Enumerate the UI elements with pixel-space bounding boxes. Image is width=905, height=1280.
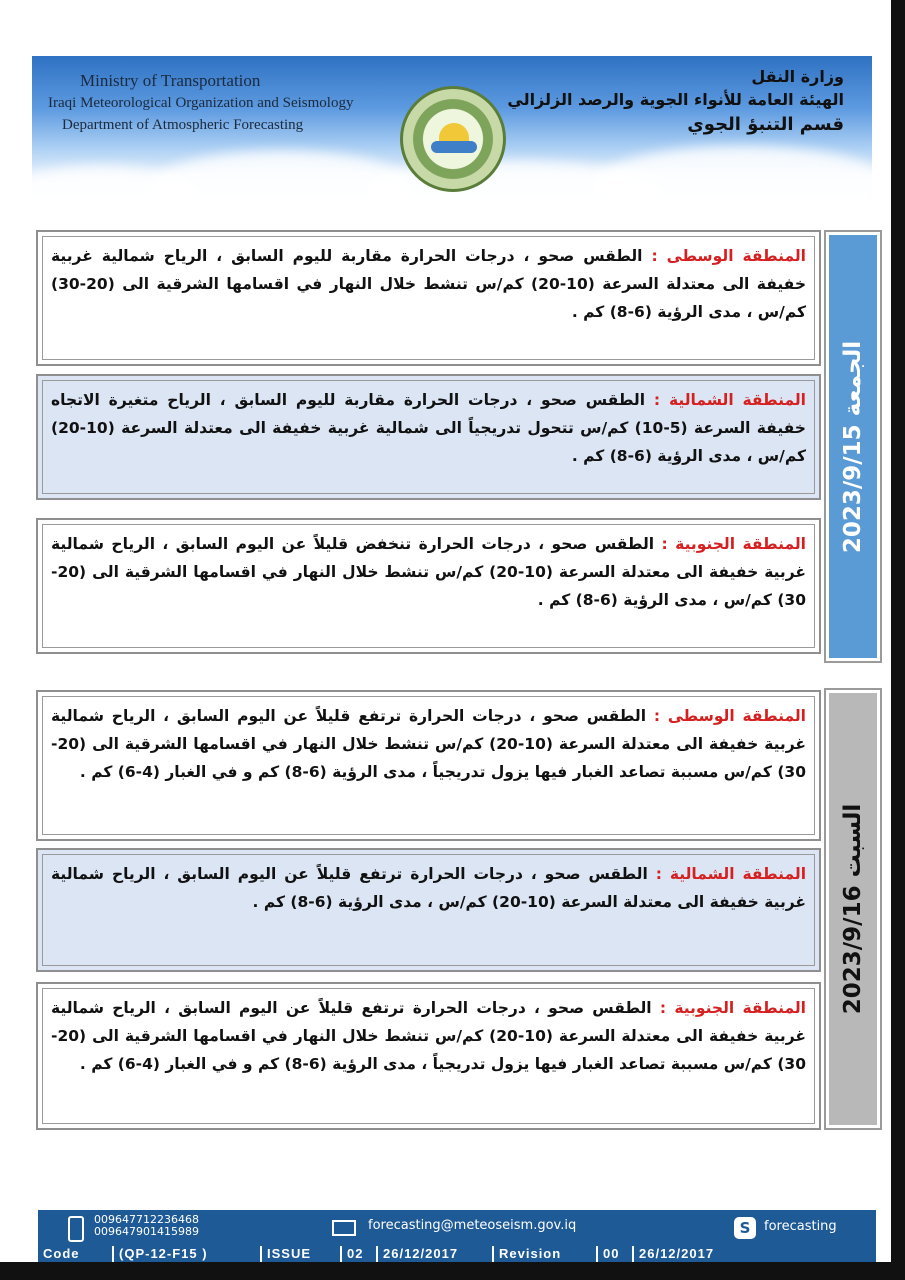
day1-date-bar <box>824 230 882 663</box>
document-code-bar <box>38 1246 876 1262</box>
region-label: المنطقة الجنوبية : <box>659 999 806 1017</box>
phone-numbers <box>94 1214 199 1238</box>
skype-icon: S <box>734 1217 756 1239</box>
revision-label: Revision <box>492 1246 596 1262</box>
forecast-text: الطقس صحو ، درجات الحرارة مقاربة لليوم السابق ، الرياح متغيرة الاتجاه خفيفة السرعة (5-10) كم/س تتحول تدريجياً الى شمالية غربية خفيفة الى معتدلة السرعة (10-20) كم/س ، مدى الرؤية (6-8) كم . <box>51 391 806 465</box>
phone-number: 009647901415989 <box>94 1225 199 1238</box>
email-icon <box>332 1220 356 1236</box>
day1-date: 2023/9/15 <box>840 423 866 553</box>
department-name: Department of Atmospheric Forecasting <box>62 117 304 133</box>
region-label: المنطقة الجنوبية : <box>661 535 806 553</box>
forecast-panel-day2-north <box>36 848 821 972</box>
region-label: المنطقة الشمالية : <box>653 391 806 409</box>
revision-number: 00 <box>596 1246 632 1262</box>
issue-label: ISSUE <box>260 1246 340 1262</box>
forecast-panel-day1-south <box>36 518 821 654</box>
forecast-text: الطقس صحو ، درجات الحرارة مقاربة لليوم السابق ، الرياح شمالية غربية خفيفة الى معتدلة السرعة (10-20) كم/س تنشط خلال النهار في اقسامها الشرقية الى (20-30) كم/س ، مدى الرؤية (6-8) كم . <box>51 247 806 321</box>
day2-date-label <box>840 800 866 1019</box>
code-label: Code <box>43 1246 80 1261</box>
day2-weekday: السبت <box>840 803 866 878</box>
revision-date: 26/12/2017 <box>632 1246 748 1262</box>
day2-date: 2023/9/16 <box>840 885 866 1015</box>
forecast-text: الطقس صحو ، درجات الحرارة ترتفع قليلاً عن اليوم السابق ، الرياح شمالية غربية خفيفة الى معتدلة السرعة (10-20) كم/س تنشط خلال النهار في اقسامها الشرقية الى (20-30) كم/س مسببة تصاعد الغبار فيها يزول تدريجياً ، مدى الرؤية (6-8) كم و في الغبار (4-6) كم . <box>51 999 806 1073</box>
code-value: (QP-12-F15 ) <box>112 1246 260 1262</box>
arabic-heading <box>507 66 844 138</box>
phone-icon <box>68 1216 84 1242</box>
forecast-panel-day1-central <box>36 230 821 366</box>
issue-number: 02 <box>340 1246 376 1262</box>
organization-name-ar: الهيئة العامة للأنواء الجوية والرصد الزلزالي <box>507 90 844 109</box>
forecast-panel-day1-north <box>36 374 821 500</box>
forecast-text: الطقس صحو ، درجات الحرارة ترتفع قليلاً عن اليوم السابق ، الرياح شمالية غربية خفيفة الى معتدلة السرعة (10-20) كم/س تنشط خلال النهار في اقسامها الشرقية الى (20-30) كم/س مسببة تصاعد الغبار فيها يزول تدريجياً ، مدى الرؤية (6-8) كم و في الغبار (4-6) كم . <box>51 707 806 781</box>
skype-handle[interactable]: forecasting <box>764 1219 837 1234</box>
email-address[interactable]: forecasting@meteoseism.gov.iq <box>368 1218 577 1233</box>
organization-name: Iraqi Meteorological Organization and Seismology <box>48 95 354 111</box>
day1-date-label <box>840 336 866 556</box>
footer-bar <box>38 1210 876 1262</box>
organization-logo <box>400 86 506 192</box>
day2-date-bar <box>824 688 882 1130</box>
forecast-panel-day2-central <box>36 690 821 841</box>
phone-number: 009647712236468 <box>94 1213 199 1226</box>
region-label: المنطقة الشمالية : <box>655 865 807 883</box>
ministry-name-ar: وزارة النقل <box>751 67 844 86</box>
day1-weekday: الجمعة <box>840 340 866 416</box>
forecast-panel-day2-south <box>36 982 821 1130</box>
letterhead-banner <box>32 56 872 206</box>
english-heading <box>48 70 353 136</box>
region-label: المنطقة الوسطى : <box>653 707 806 725</box>
region-label: المنطقة الوسطى : <box>651 247 806 265</box>
department-name-ar: قسم التنبؤ الجوي <box>687 114 844 135</box>
ministry-name: Ministry of Transportation <box>80 71 261 90</box>
forecast-text: الطقس صحو ، درجات الحرارة تنخفض قليلاً عن اليوم السابق ، الرياح شمالية غربية خفيفة الى معتدلة السرعة (10-20) كم/س تنشط خلال النهار في اقسامها الشرقية الى (20-30) كم/س ، مدى الرؤية (6-8) كم . <box>51 535 806 609</box>
forecast-text: الطقس صحو ، درجات الحرارة ترتفع قليلاً عن اليوم السابق ، الرياح شمالية غربية خفيفة الى معتدلة السرعة (10-20) كم/س ، مدى الرؤية (6-8) كم . <box>51 865 806 911</box>
issue-date: 26/12/2017 <box>376 1246 492 1262</box>
